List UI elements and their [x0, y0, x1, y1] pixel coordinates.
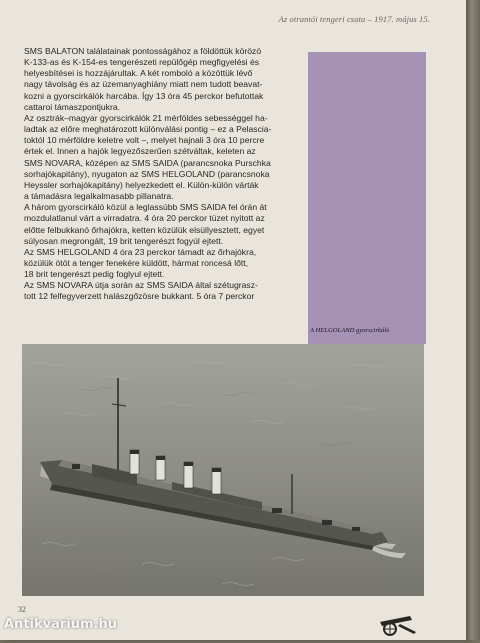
- photo-caption: A HELGOLAND gyorscirkáló: [310, 327, 390, 334]
- page-number: 32: [18, 605, 26, 614]
- paragraph: [24, 247, 300, 280]
- text-line: a támadásra legalkalmasabb pillanatra.: [24, 191, 174, 202]
- paragraph: [24, 113, 300, 202]
- text-line: mozdulatlanul várt a virradatra. 4 óra 20 perckor tüzet nyitott az: [24, 213, 265, 224]
- text-line: értek el. Innen a hajók legyezőszerűen szétváltak, keleten az: [24, 146, 256, 157]
- paragraph: [24, 46, 300, 113]
- text-line: toktól 10 mérföldre keletre volt –, melyet hajnali 3 óra 10 percre: [24, 135, 265, 146]
- text-line: helyesbítései is hozzájárultak. A két romboló a közöttük lévő: [24, 68, 253, 79]
- text-line: Az SMS NOVARA útja során az SMS SAIDA által szétugrasz-: [24, 280, 258, 291]
- text-line: súlyosan megrongált, 19 brit tengerészt fogyúl ejtett.: [24, 235, 224, 246]
- sidebar-color-block: [308, 52, 426, 344]
- text-line: K-133-as és K-154-es tengerészeti repülőgép megfigyelési és: [24, 57, 260, 68]
- text-line: Heyssler sorhajókapitány) helyezkedett el. Külön-külön várták: [24, 179, 259, 190]
- text-line: SMS BALATON találatainak pontosságához a földöttük körözö: [24, 46, 262, 56]
- running-head: Az otrantói tengeri csata – 1917. május 15.: [278, 14, 430, 24]
- text-line: előtte felbukkanó őrhajókra, ketten közülük elsüllyesztett, egyet: [24, 224, 265, 235]
- text-line: SMS NOVARA, középen az SMS SAIDA (parancsnoka Purschka: [24, 157, 271, 168]
- watermark-logo: Antikvarium.hu: [4, 617, 117, 632]
- paragraph: [24, 280, 300, 302]
- cruiser-photo: [22, 344, 424, 596]
- text-line: közülük ötöt a tenger fenekére küldött, hármat roncesá lőtt,: [24, 257, 249, 268]
- text-line: kozni a gyorscirkálók harcába. Így 13 óra 45 perckor befutottak: [24, 90, 264, 101]
- article-body: [24, 46, 300, 303]
- text-line: tott 12 felfegyverzett halászgőzösre bukkant. 5 óra 7 perckor: [24, 291, 255, 302]
- text-line: sorhajókapitány), nyugaton az SMS HELGOLAND (parancsnoka: [24, 168, 270, 179]
- paragraph: [24, 202, 300, 247]
- ship-illustration: [22, 344, 424, 596]
- text-line: Az SMS HELGOLAND 4 óra 23 perckor támadt az őrhajókra,: [24, 246, 257, 257]
- cannon-logo-icon: [374, 610, 422, 643]
- text-line: cattaroi támaszpontjukra.: [24, 101, 121, 112]
- text-line: Az osztrák–magyar gyorscirkálók 21 mérföldes sebességgel ha-: [24, 112, 268, 123]
- text-line: nagy távolság és az üzemanyaghiány miatt nem tudott beavat-: [24, 79, 263, 90]
- text-line: 18 brit tengerészt pedig foglyul ejtett.: [24, 269, 165, 280]
- text-line: ladtak az előre meghatározott különválási pontig – ez a Pelascia-: [24, 124, 272, 135]
- page-edge: [466, 0, 480, 640]
- text-line: A három gyorscirkáló közül a leglassúbb SMS SAIDA fel órán át: [24, 202, 267, 213]
